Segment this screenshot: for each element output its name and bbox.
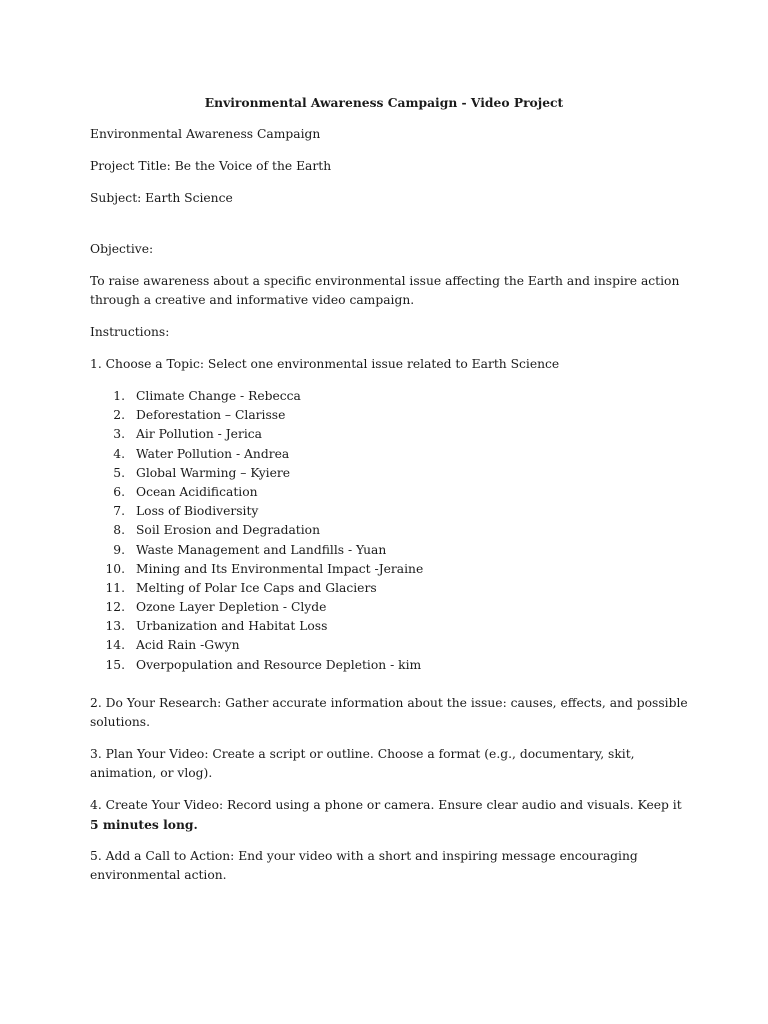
list-text: Acid Rain -Gwyn	[136, 638, 240, 653]
list-number: 12.	[105, 600, 125, 615]
subject-line: Subject: Earth Science	[90, 191, 233, 205]
objective-heading: Objective:	[90, 242, 154, 256]
project-title-line: Project Title: Be the Voice of the Earth	[90, 159, 332, 173]
list-text: Melting of Polar Ice Caps and Glaciers	[136, 580, 377, 595]
step-2: 2. Do Your Research: Gather accurate information about the issue: causes, effects, and possible solutions.	[90, 696, 688, 729]
instructions-heading: Instructions:	[90, 325, 170, 339]
list-number: 4.	[113, 446, 125, 461]
list-number: 3.	[113, 427, 125, 442]
list-text: Climate Change - Rebecca	[136, 389, 301, 403]
list-number: 11.	[105, 580, 125, 595]
step-4-duration: 5 minutes long.	[90, 817, 198, 832]
step-4-text: 4. Create Your Video: Record using a phone or camera. Ensure clear audio and visuals. Keep it	[90, 798, 682, 812]
list-number: 14.	[105, 638, 125, 653]
campaign-line: Environmental Awareness Campaign	[90, 127, 321, 141]
list-text: Loss of Biodiversity	[136, 504, 259, 519]
list-number: 15.	[105, 657, 125, 672]
objective-text: To raise awareness about a specific environmental issue affecting the Earth and inspire action through a creative and informative video campaign.	[90, 274, 680, 307]
list-text: Urbanization and Habitat Loss	[136, 619, 328, 634]
step-3: 3. Plan Your Video: Create a script or outline. Choose a format (e.g., documentary, skit, animation, or vlog).	[90, 747, 635, 780]
list-text: Ocean Acidification	[136, 484, 258, 499]
step-1: 1. Choose a Topic: Select one environmental issue related to Earth Science	[90, 357, 560, 371]
list-number: 1.	[113, 389, 125, 403]
list-text: Overpopulation and Resource Depletion - kim	[136, 657, 422, 672]
list-number: 5.	[113, 465, 125, 480]
list-text: Mining and Its Environmental Impact -Jeraine	[136, 561, 424, 576]
list-text: Waste Management and Landfills - Yuan	[136, 542, 387, 557]
list-number: 2.	[113, 408, 125, 423]
step-4	[90, 796, 690, 835]
list-text: Ozone Layer Depletion - Clyde	[136, 600, 327, 615]
list-text: Soil Erosion and Degradation	[136, 523, 320, 538]
list-text: Deforestation – Clarisse	[136, 408, 286, 423]
list-number: 7.	[113, 504, 125, 519]
step-5: 5. Add a Call to Action: End your video with a short and inspiring message encouraging environmental action.	[90, 849, 638, 882]
list-number: 9.	[113, 542, 125, 557]
list-text: Water Pollution - Andrea	[136, 446, 290, 461]
document-title: Environmental Awareness Campaign - Video Project	[204, 95, 564, 110]
list-number: 8.	[113, 523, 125, 538]
list-number: 10.	[105, 561, 125, 576]
list-number: 13.	[105, 619, 125, 634]
list-text: Global Warming – Kyiere	[136, 465, 291, 480]
list-text: Air Pollution - Jerica	[136, 427, 262, 442]
list-number: 6.	[113, 484, 125, 499]
